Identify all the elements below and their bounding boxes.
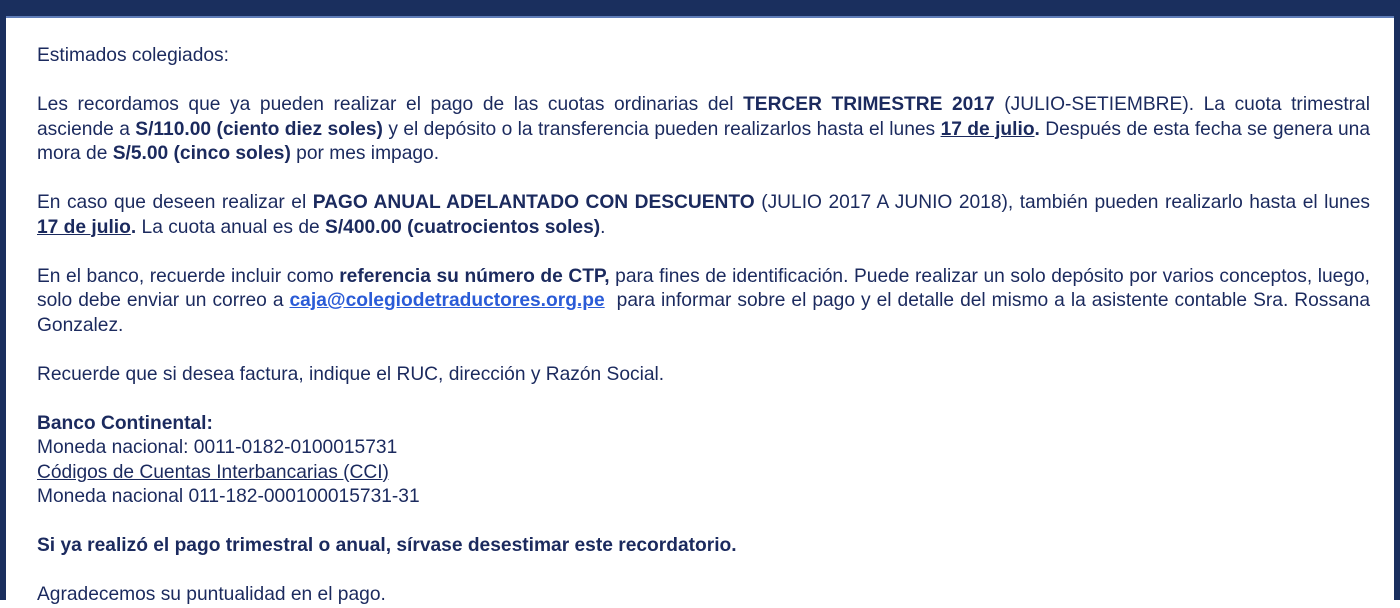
header-bar-accent-line xyxy=(6,16,1394,18)
bank-details xyxy=(37,412,1370,510)
quarterly-payment-paragraph xyxy=(37,93,1370,167)
invoice-note: Recuerde que si desea factura, indique el RUC, dirección y Razón Social. xyxy=(37,363,665,385)
header-bar xyxy=(0,0,1400,18)
deadline-date: 17 de julio xyxy=(940,118,1035,140)
bank-title: Banco Continental: xyxy=(37,412,213,434)
late-fee-amount: S/5.00 (cinco soles) xyxy=(112,143,291,164)
text-segment: En el banco, recuerde incluir como xyxy=(37,265,340,287)
greeting: Estimados colegiados: xyxy=(37,45,229,66)
email-link[interactable]: caja@colegiodetraductores.org.pe xyxy=(289,290,605,311)
quarter-label: TERCER TRIMESTRE 2017 xyxy=(743,94,995,115)
bank-account-line: Moneda nacional: 0011-0182-0100015731 xyxy=(37,437,398,458)
quarterly-amount: S/110.00 (ciento diez soles) xyxy=(135,118,383,140)
cci-account-line: Moneda nacional 011-182-000100015731-31 xyxy=(37,486,420,507)
annual-payment-label: PAGO ANUAL ADELANTADO CON DESCUENTO xyxy=(312,192,755,213)
closing-line: Agradecemos su puntualidad en el pago. xyxy=(37,584,386,605)
disregard-notice: Si ya realizó el pago trimestral o anual, sírvase desestimar este recordatorio. xyxy=(37,535,737,556)
text-segment: para fines de identificación. Puede realizar un solo depósito por varios conceptos, luego, solo debe enviar un correo a xyxy=(37,265,1371,311)
annual-deadline-date: 17 de julio xyxy=(37,216,131,238)
text-segment: (JULIO 2017 A JUNIO 2018), también pueden realizarlo hasta el lunes xyxy=(754,192,1370,213)
text-segment: . xyxy=(600,216,606,238)
bank-instructions-paragraph xyxy=(37,265,1376,339)
letter-body xyxy=(37,44,1376,608)
annual-amount: S/400.00 (cuatrocientos soles) xyxy=(325,216,601,238)
deadline-period: . xyxy=(1034,118,1040,140)
text-segment: y el depósito o la transferencia pueden realizarlos hasta el lunes xyxy=(382,118,941,140)
text-segment: Les recordamos que ya pueden realizar el pago de las cuotas ordinarias del xyxy=(37,94,744,115)
annual-deadline-period: . xyxy=(130,216,137,238)
text-segment: por mes impago. xyxy=(290,143,440,164)
text-segment: para informar sobre el pago y el detalle del mismo a la asistente contable Sra. Rossana Gonzalez. xyxy=(37,290,1376,336)
text-segment: Después de esta fecha se genera una mora de xyxy=(37,118,1371,164)
text-segment: En caso que deseen realizar el xyxy=(37,192,313,213)
text-segment: La cuota anual es de xyxy=(136,216,326,238)
annual-payment-paragraph xyxy=(37,191,1370,240)
cci-label: Códigos de Cuentas Interbancarias (CCI) xyxy=(37,461,389,483)
text-segment: (JULIO-SETIEMBRE). La cuota trimestral asciende a xyxy=(37,94,1370,140)
reference-label: referencia su número de CTP, xyxy=(339,265,610,287)
